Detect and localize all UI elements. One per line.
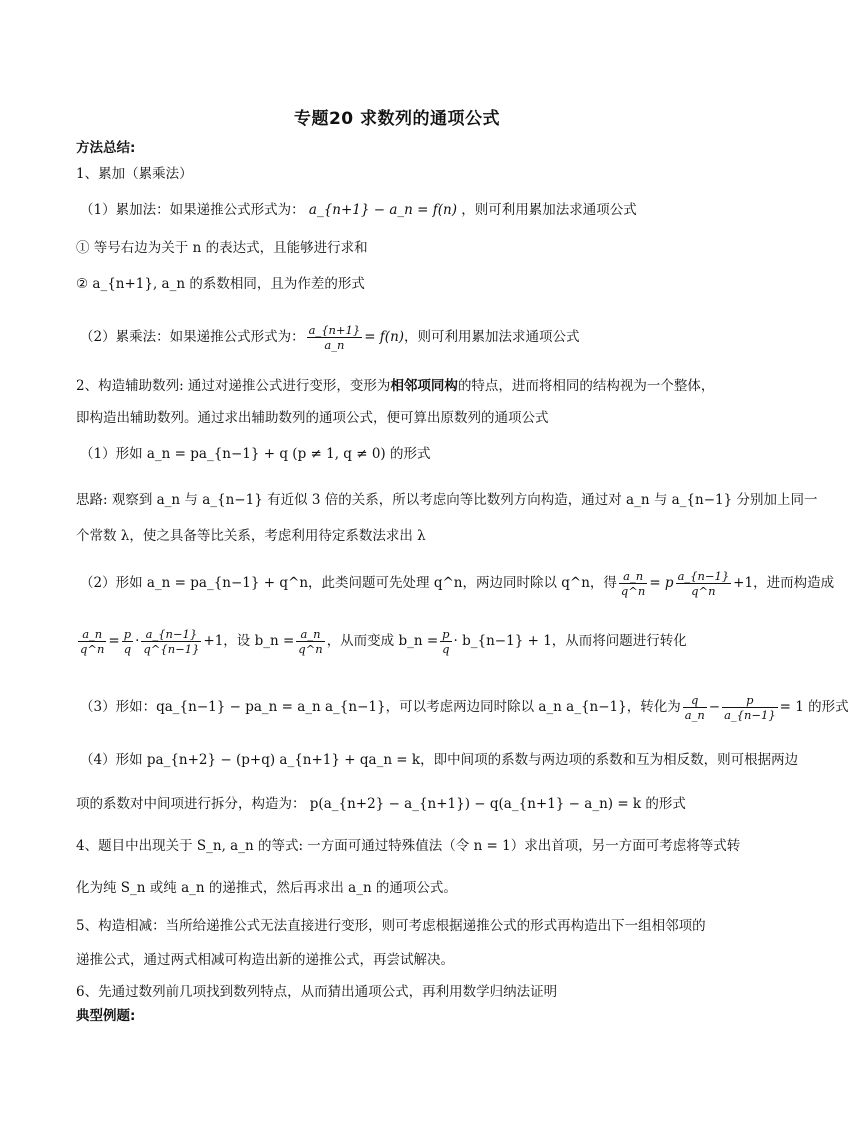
section-2-thought-2: 个常数 λ，使之具备等比关系，考虑利用待定系数法求出 λ — [76, 528, 426, 544]
section-2-1: （1）形如 a_n = pa_{n−1} + q (p ≠ 1, q ≠ 0) 的形式 — [80, 446, 431, 462]
s2-2c-fraction-4: $\frac{a\_n}{q\^{}n}$ — [298, 627, 323, 656]
s2-3-fraction-2: $\frac{p}{a\_\{n-1\}}$ — [724, 693, 776, 722]
s2-2-text-b: +1，进而构造成 — [733, 575, 835, 591]
s1-2-eq: = f(n) — [364, 329, 405, 345]
s2-3-minus: − — [708, 699, 721, 715]
section-2-4-line-1: （4）形如 pa_{n+2} − (p+q) a_{n+1} + qa_n = k，即中间项的系数与两边项的系数和互为相反数，则可根据两边 — [80, 752, 799, 768]
section-4-line-2: 化为纯 S_n 或纯 a_n 的递推式，然后再求出 a_n 的通项公式。 — [76, 880, 457, 896]
s1-2-fraction: $\frac{a\_\{n+1\}}{a\_n}$ — [308, 323, 361, 352]
s2-3-fraction-1: $\frac{q}{a\_n}$ — [684, 693, 705, 722]
s1-1-formula: a_{n+1} − a_n = f(n) — [308, 202, 457, 218]
method-heading: 方法总结: — [76, 140, 136, 156]
page-title: 专题20 求数列的通项公式 — [293, 109, 501, 129]
s1-1-text-b: ，则可利用累加法求通项公式 — [461, 202, 637, 218]
s1-1-text-a: （1）累加法：如果递推公式形式为： — [80, 202, 305, 218]
section-2-line-1 — [76, 376, 734, 396]
s2-2c-fraction-1: $\frac{a\_n}{q\^{}n}$ — [80, 627, 105, 656]
s1-2-text-a: （2）累乘法：如果递推公式形式为： — [80, 329, 305, 345]
section-1-heading: 1、累加（累乘法） — [76, 166, 193, 182]
s1-2-text-b: ，则可利用累加法求通项公式 — [404, 329, 580, 345]
section-2-3 — [80, 690, 849, 724]
section-2-2-cont — [76, 624, 734, 658]
s2-2-fraction-2: $\frac{a\_\{n-1\}}{q\^{}n}$ — [677, 569, 730, 598]
s2-2-fraction-1: $\frac{a\_n}{q\^{}n}$ — [620, 569, 646, 598]
section-1-condition-2: ② a_{n+1}, a_n 的系数相同，且为作差的形式 — [76, 276, 365, 292]
example-heading: 典型例题: — [76, 1008, 136, 1024]
s2-2-eq: = p — [649, 575, 674, 591]
section-2-4-line-2: 项的系数对中间项进行拆分，构造为： p(a_{n+2} − a_{n+1}) − q(a_{n+1} − a_n) = k 的形式 — [76, 796, 686, 812]
section-5-line-1: 5、构造相减：当所给递推公式无法直接进行变形，则可考虑根据递推公式的形式再构造出下一组相邻项的 — [76, 918, 706, 934]
s2-2c-fraction-2: $\frac{p}{q}$ — [123, 627, 132, 656]
s2-3-text-b: = 1 的形式 — [779, 699, 849, 715]
section-1-1 — [80, 200, 734, 220]
section-6: 6、先通过数列前几项找到数列特点，从而猜出通项公式，再利用数学归纳法证明 — [76, 984, 558, 1000]
s2-2-text-a: （2）形如 a_n = pa_{n−1} + q^n，此类问题可先处理 q^n，两边同时除以 q^n，得 — [80, 575, 617, 591]
s2-2c-text-2: ，从而变成 b_n = — [326, 633, 439, 649]
s2-l1-text-a: 2、构造辅助数列: 通过对递推公式进行变形，变形为 — [76, 378, 391, 394]
section-1-condition-1: ① 等号右边为关于 n 的表达式，且能够进行求和 — [76, 240, 368, 256]
s2-2c-fraction-3: $\frac{a\_\{n-1\}}{q\^{}\{n-1\}}$ — [143, 627, 200, 656]
section-4-line-1: 4、题目中出现关于 S_n, a_n 的等式: 一方面可通过特殊值法（令 n = 1）求出首项，另一方面可考虑将等式转 — [76, 838, 741, 854]
s2-2c-text-1: +1，设 b_n = — [203, 633, 295, 649]
section-2-2 — [80, 566, 835, 600]
s2-2c-dot: · — [135, 633, 140, 649]
section-5-line-2: 递推公式，通过两式相减可构造出新的递推公式，再尝试解决。 — [76, 952, 454, 968]
section-1-2 — [80, 320, 734, 354]
s2-l1-emphasis: 相邻项同构 — [390, 378, 458, 394]
s2-2c-fraction-5: $\frac{p}{q}$ — [442, 627, 450, 656]
s2-2c-text-3: · b_{n−1} + 1，从而将问题进行转化 — [453, 633, 687, 649]
section-2-line-2: 即构造出辅助数列。通过求出辅助数列的通项公式，便可算出原数列的通项公式 — [76, 410, 549, 426]
s2-2c-eq: = — [108, 633, 120, 649]
s2-l1-text-c: 的特点，进而将相同的结构视为一个整体， — [457, 378, 715, 394]
s2-3-text-a: （3）形如：qa_{n−1} − pa_n = a_n a_{n−1}，可以考虑两边同时除以 a_n a_{n−1}，转化为 — [80, 699, 681, 715]
section-2-thought-1: 思路: 观察到 a_n 与 a_{n−1} 有近似 3 倍的关系，所以考虑向等比数列方向构造，通过对 a_n 与 a_{n−1} 分别加上同一 — [76, 492, 818, 508]
